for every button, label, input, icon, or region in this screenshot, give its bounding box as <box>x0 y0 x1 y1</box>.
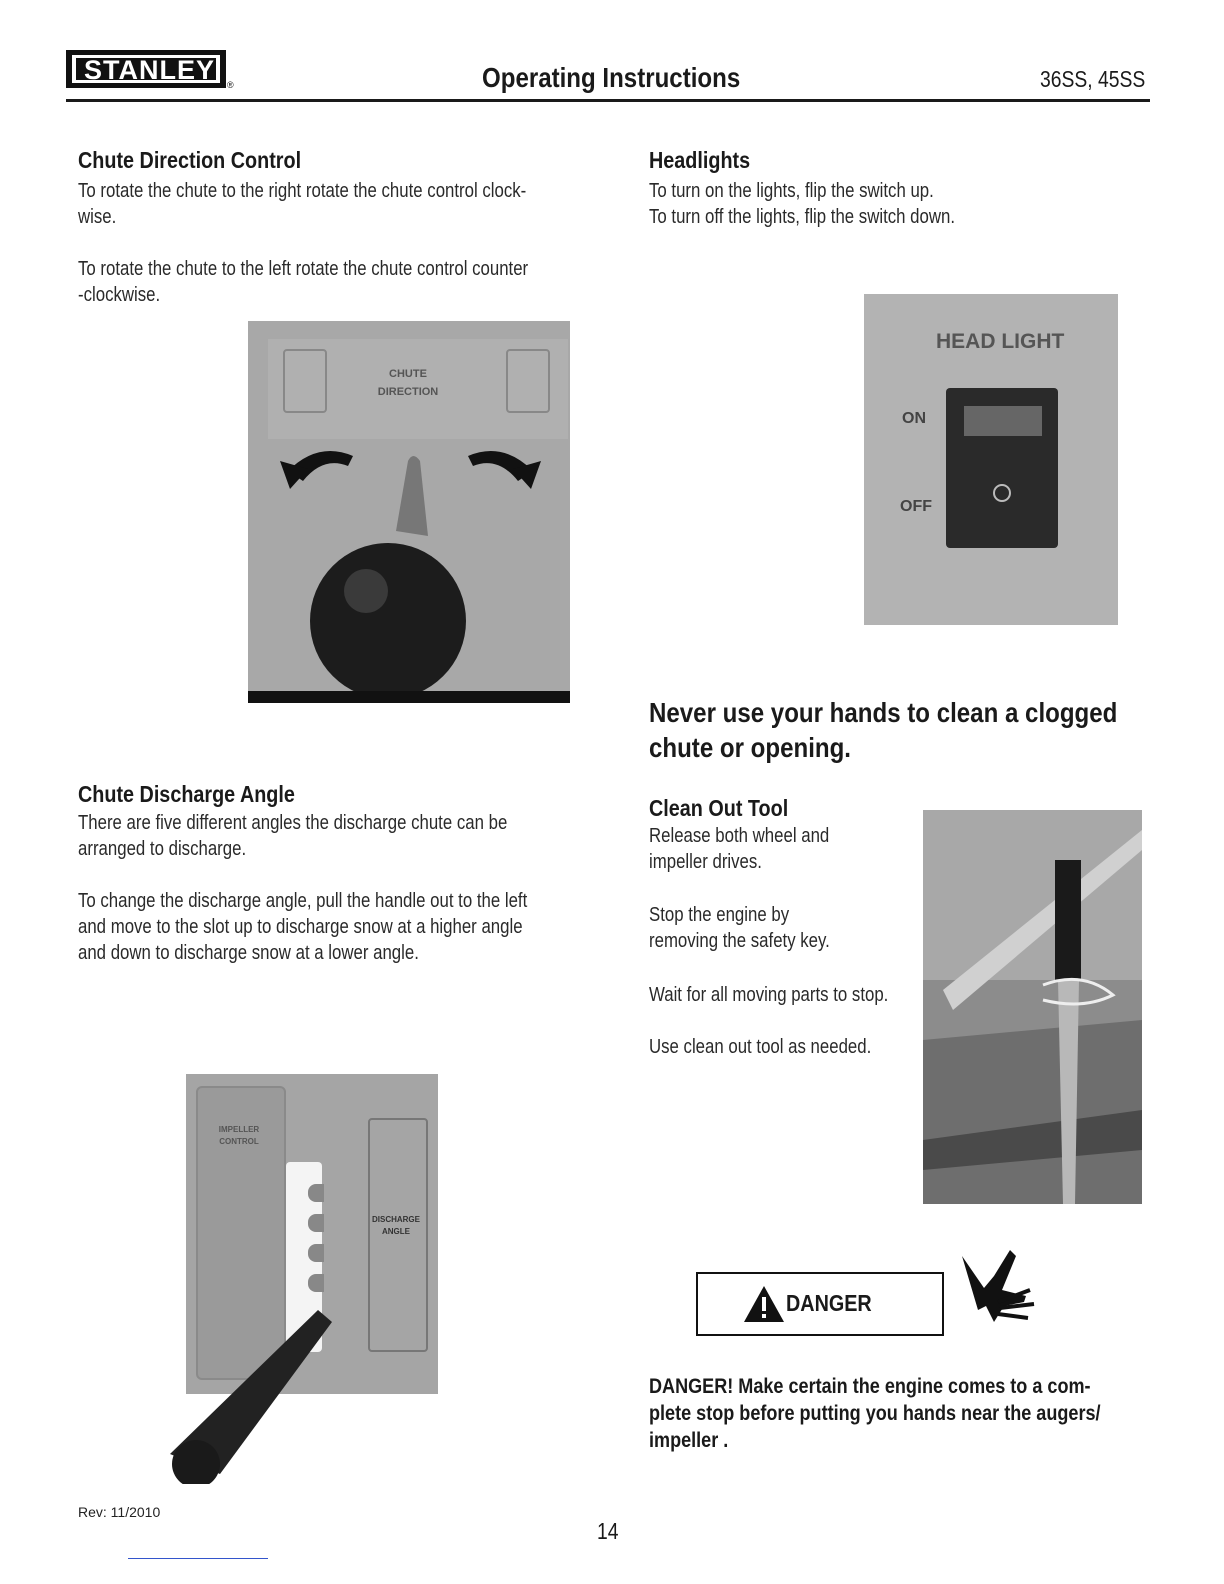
footer-link-rule <box>128 1558 268 1559</box>
panel-label: CHUTE DIRECTION <box>377 368 439 398</box>
stanley-logo <box>66 50 234 92</box>
off-label: OFF <box>900 498 932 515</box>
discharge-angle-para1: There are five different angles the discharge chute can be arranged to discharge. <box>78 812 508 860</box>
hand-cut-hazard-icon <box>954 1246 1038 1330</box>
discharge-angle-heading: Chute Discharge Angle <box>78 781 295 807</box>
hands-warning: Never use your hands to clean a clogged chute or opening. <box>649 697 1118 763</box>
clean-out-text-3: Wait for all moving parts to stop. <box>649 984 889 1006</box>
chute-direction-para2: To rotate the chute to the left rotate the chute control counter -clockwise. <box>78 258 529 306</box>
brand-text: STANLEY <box>84 55 216 85</box>
discharge-handle <box>160 1074 438 1484</box>
discharge-angle-photo: IMPELLER CONTROL DISCHARGE ANGLE <box>160 1074 438 1484</box>
clean-out-heading: Clean Out Tool <box>649 795 789 821</box>
page-title: Operating Instructions <box>482 62 741 93</box>
rotate-arrows-icon <box>248 321 570 703</box>
model-numbers: 36SS, 45SS <box>1040 66 1146 92</box>
page-number: 14 <box>597 1518 619 1544</box>
headlights-heading: Headlights <box>649 147 751 173</box>
danger-box <box>696 1272 944 1336</box>
clean-out-text: Release both wheel and impeller drives. <box>649 825 830 873</box>
registered-mark: ® <box>227 80 234 90</box>
header-rule <box>66 99 1150 102</box>
tool-shape <box>923 810 1142 1204</box>
clean-out-tool-photo <box>923 810 1142 1204</box>
chute-direction-photo <box>248 321 570 703</box>
clean-out-text-2: Stop the engine by removing the safety key. <box>649 904 830 952</box>
on-label: ON <box>902 410 926 427</box>
headlight-switch-photo <box>864 294 1118 625</box>
revision-date: Rev: 11/2010 <box>78 1504 161 1520</box>
headlights-text: To turn on the lights, flip the switch up. To turn off the lights, flip the switch down. <box>649 180 955 228</box>
discharge-angle-para2: To change the discharge angle, pull the handle out to the left and move to the slot up to discharge snow at a higher angle and down to discharge snow at a lower angle. <box>78 890 528 964</box>
chute-direction-heading: Chute Direction Control <box>78 147 302 173</box>
danger-text: DANGER! Make certain the engine comes to a com- plete stop before putting you hands near the augers/ impeller . <box>649 1375 1101 1452</box>
warning-triangle-icon <box>742 1284 786 1324</box>
clean-out-text-4: Use clean out tool as needed. <box>649 1036 872 1058</box>
danger-label: DANGER <box>786 1290 872 1316</box>
head-light-label: HEAD LIGHT <box>936 330 1065 353</box>
chute-direction-para1: To rotate the chute to the right rotate the chute control clock- wise. <box>78 180 527 228</box>
